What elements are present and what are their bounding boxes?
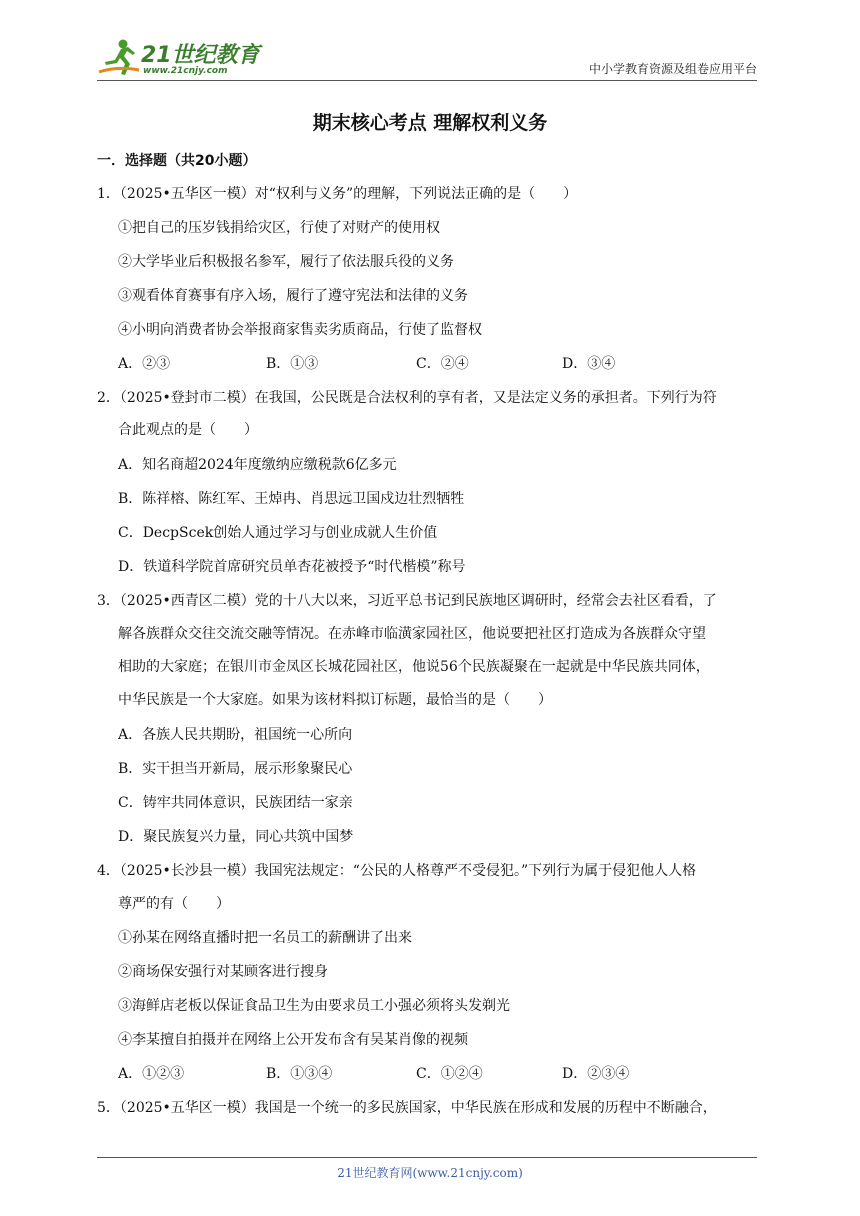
question-3-option-a[interactable]: A．各族人民共期盼，祖国统一心所向 — [118, 727, 353, 743]
question-2-option-c[interactable]: C．DecpScek创始人通过学习与创业成就人生价值 — [118, 525, 438, 541]
option-b[interactable]: B．①③ — [266, 356, 319, 372]
question-2-stem-cont: 合此观点的是（ ） — [118, 422, 258, 438]
question-1-options — [118, 354, 678, 374]
question-4-item-4: ④李某擅自拍摄并在网络上公开发布含有吴某肖像的视频 — [118, 1032, 468, 1048]
question-1-item-3: ③观看体育赛事有序入场，履行了遵守宪法和法律的义务 — [118, 288, 468, 304]
question-3-option-d[interactable]: D．聚民族复兴力量，同心共筑中国梦 — [118, 829, 354, 845]
header-divider — [97, 80, 757, 81]
question-4-options — [118, 1064, 678, 1084]
logo-url: www.21cnjy.com — [143, 66, 228, 76]
footer-divider — [97, 1157, 757, 1158]
question-1-item-1: ①把自己的压岁钱捐给灾区，行使了对财产的使用权 — [118, 220, 440, 236]
question-2-option-b[interactable]: B．陈祥榕、陈红军、王焯冉、肖思远卫国戍边壮烈牺牲 — [118, 491, 465, 507]
question-2-stem: 2．（2025•登封市二模）在我国，公民既是合法权利的享有者，又是法定义务的承担者。下列行为符 — [97, 390, 717, 406]
logo-text: 21世纪教育 — [141, 43, 260, 68]
question-3-stem-cont-2: 相助的大家庭；在银川市金凤区长城花园社区，他说56个民族凝聚在一起就是中华民族共同体， — [118, 659, 710, 675]
option-c[interactable]: C．①②④ — [416, 1066, 483, 1082]
page-footer[interactable]: 21世纪教育网(www.21cnjy.com) — [337, 1166, 523, 1180]
option-c[interactable]: C．②④ — [416, 356, 469, 372]
option-b[interactable]: B．①③④ — [266, 1066, 333, 1082]
question-2-option-a[interactable]: A．知名商超2024年度缴纳应缴税款6亿多元 — [118, 457, 397, 473]
runner-logo-icon — [97, 36, 141, 80]
question-4-item-2: ②商场保安强行对某顾客进行搜身 — [118, 964, 328, 980]
option-a[interactable]: A．②③ — [118, 356, 171, 372]
page-title: 期末核心考点 理解权利义务 — [312, 112, 548, 134]
question-3-stem: 3．（2025•西青区二模）党的十八大以来，习近平总书记到民族地区调研时，经常会去社区看看，了 — [97, 593, 717, 609]
site-logo[interactable] — [97, 36, 267, 80]
question-3-option-b[interactable]: B．实干担当开新局，展示形象聚民心 — [118, 761, 353, 777]
question-3-stem-cont-3: 中华民族是一个大家庭。如果为该材料拟订标题，最恰当的是（ ） — [118, 692, 552, 708]
question-3-stem-cont-1: 解各族群众交往交流交融等情况。在赤峰市临潢家园社区，他说要把社区打造成为各族群众守望 — [118, 626, 706, 642]
platform-name: 中小学教育资源及组卷应用平台 — [588, 62, 757, 76]
question-5-stem: 5．（2025•五华区一模）我国是一个统一的多民族国家，中华民族在形成和发展的历程中不断融合， — [97, 1100, 717, 1116]
question-1-item-2: ②大学毕业后积极报名参军，履行了依法服兵役的义务 — [118, 254, 454, 270]
option-a[interactable]: A．①②③ — [118, 1066, 185, 1082]
question-1-item-4: ④小明向消费者协会举报商家售卖劣质商品，行使了监督权 — [118, 322, 482, 338]
question-1-stem: 1．（2025•五华区一模）对“权利与义务”的理解，下列说法正确的是（ ） — [97, 186, 578, 202]
question-4-item-3: ③海鲜店老板以保证食品卫生为由要求员工小强必须将头发剃光 — [118, 998, 510, 1014]
option-d[interactable]: D．③④ — [562, 356, 616, 372]
page-header — [97, 30, 757, 82]
option-d[interactable]: D．②③④ — [562, 1066, 630, 1082]
question-3-option-c[interactable]: C．铸牢共同体意识，民族团结一家亲 — [118, 795, 353, 811]
question-4-item-1: ①孙某在网络直播时把一名员工的薪酬讲了出来 — [118, 930, 412, 946]
question-2-option-d[interactable]: D．铁道科学院首席研究员单杏花被授予“时代楷模”称号 — [118, 559, 466, 575]
section-heading: 一．选择题（共20小题） — [97, 153, 257, 169]
question-4-stem: 4．（2025•长沙县一模）我国宪法规定：“公民的人格尊严不受侵犯。”下列行为属于侵犯他人人格 — [97, 863, 697, 879]
question-4-stem-cont: 尊严的有（ ） — [118, 896, 230, 912]
